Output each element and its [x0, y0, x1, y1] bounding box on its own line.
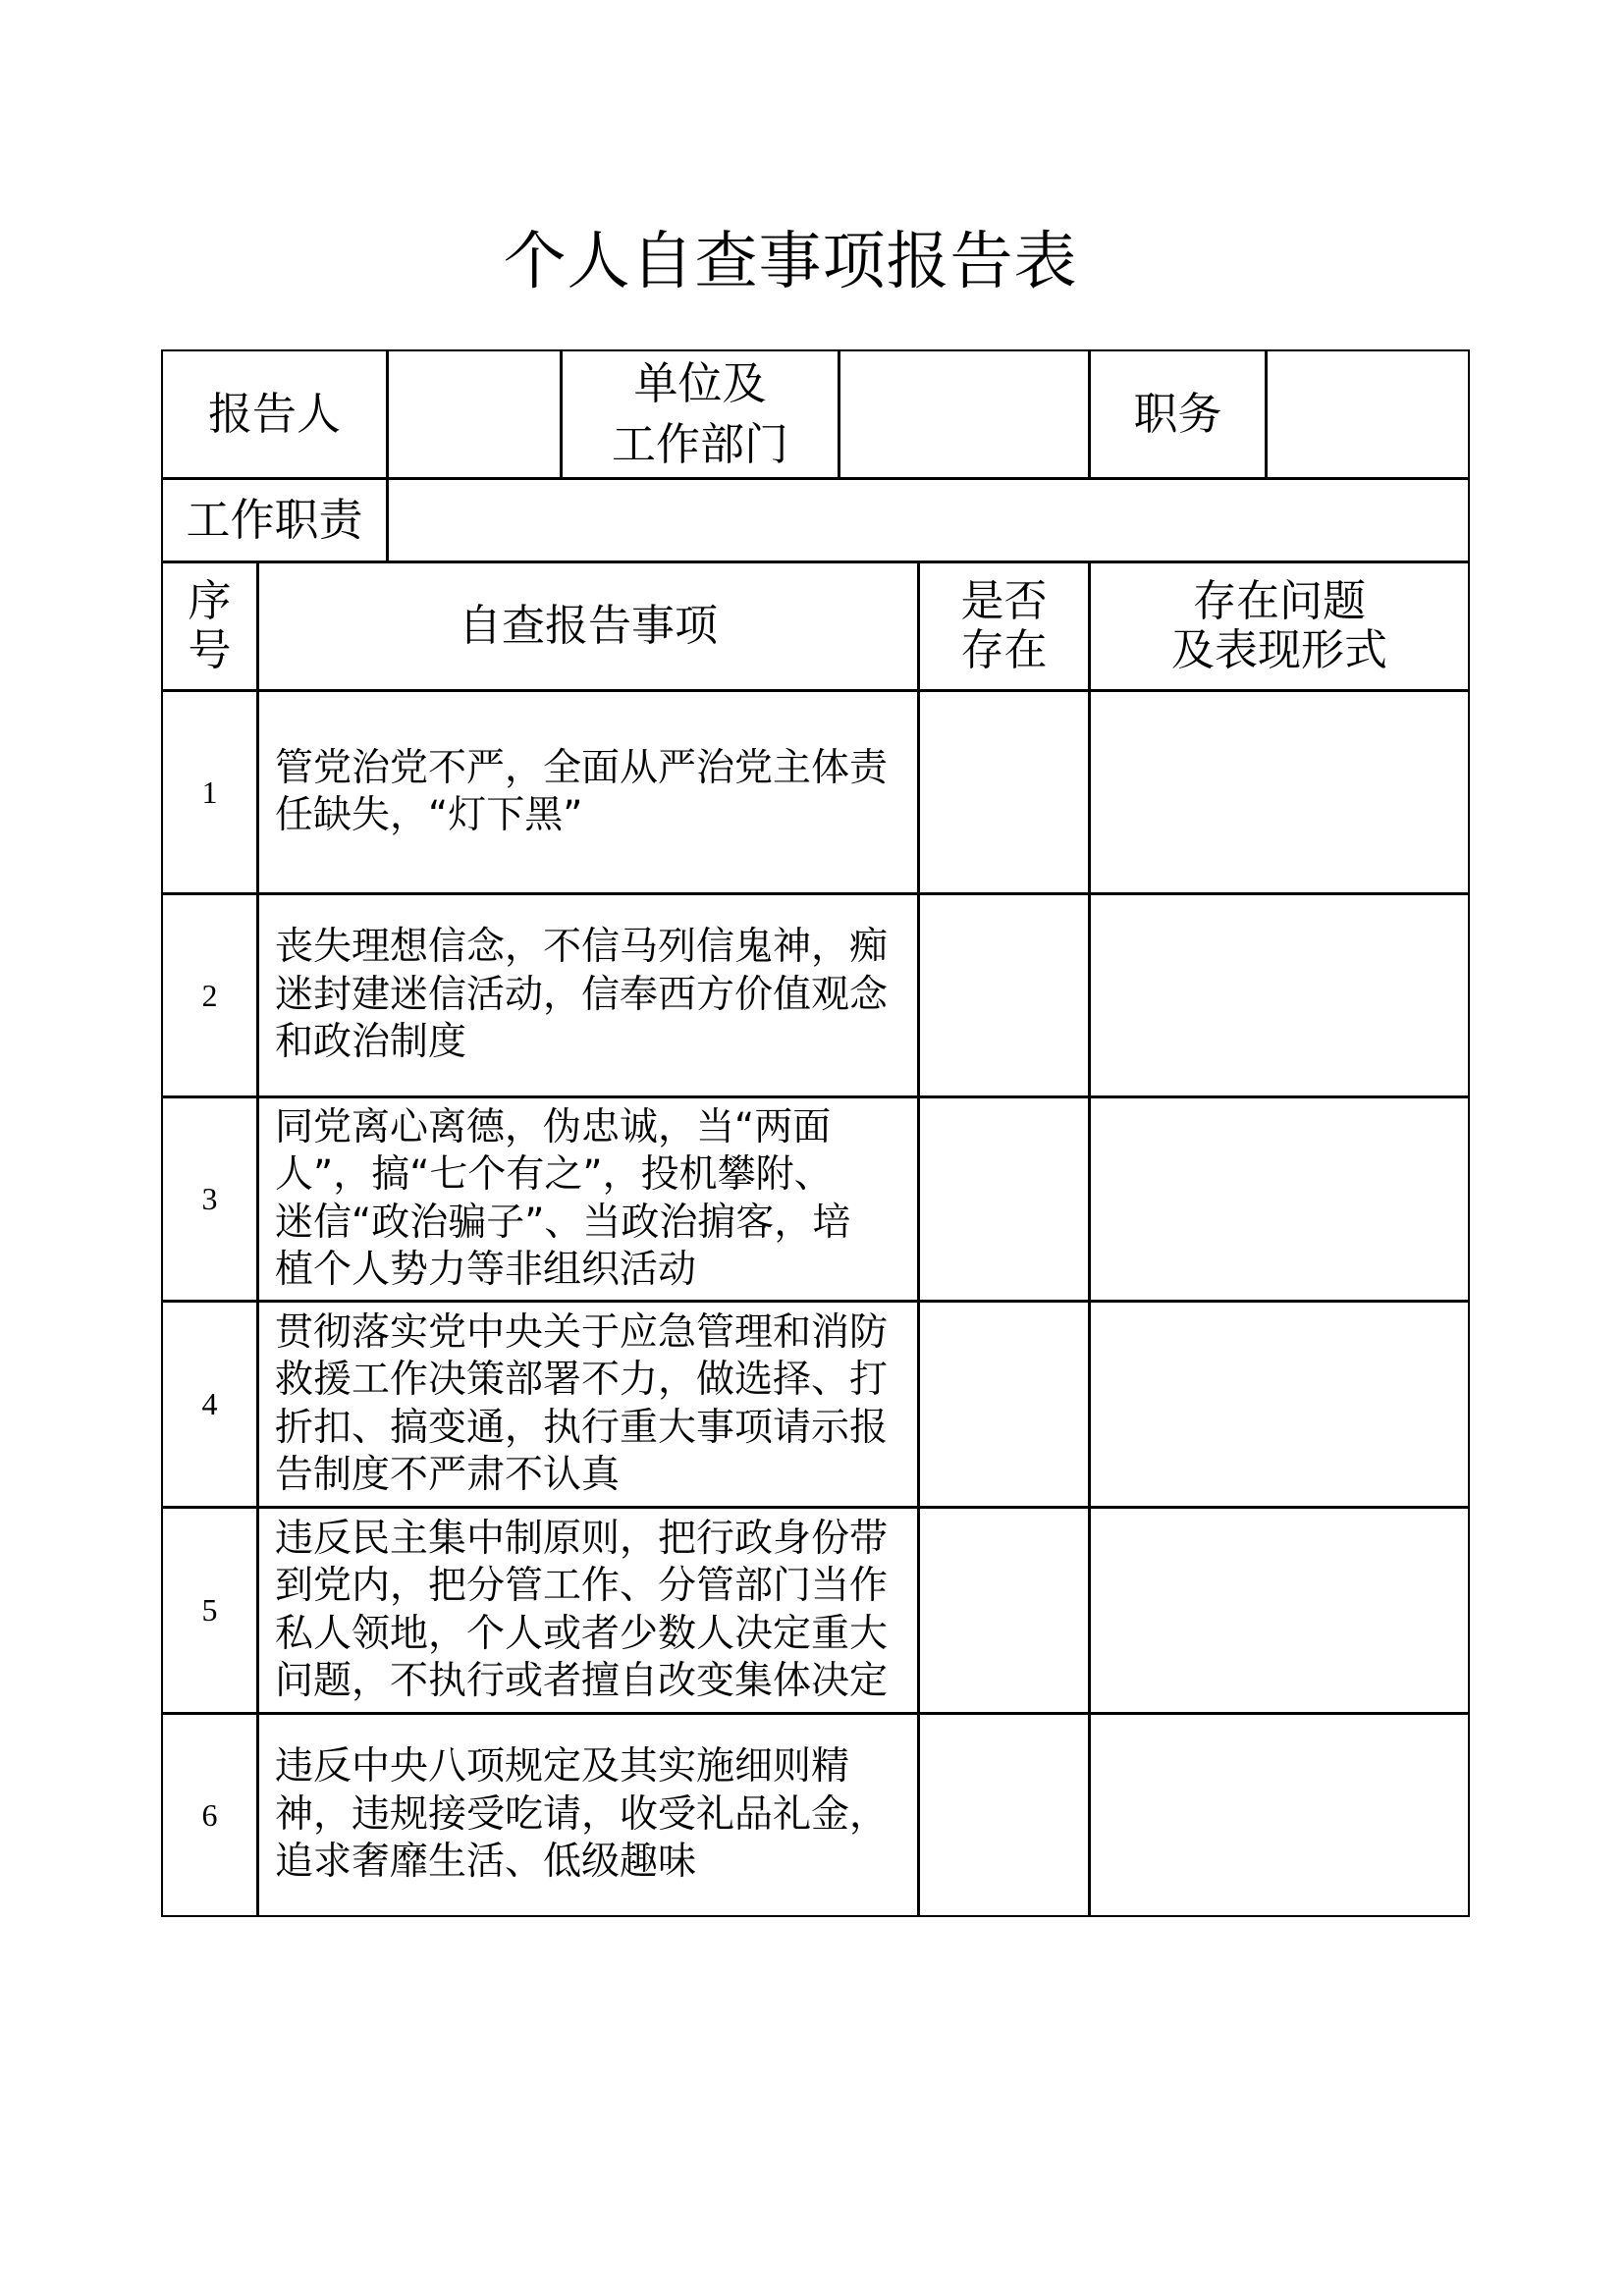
- row-index-text: 4: [201, 1386, 218, 1421]
- unit-label: 单位及 工作部门: [611, 357, 788, 470]
- row-item-cell: [257, 1096, 919, 1302]
- row-index-text: 3: [201, 1181, 218, 1216]
- reporter-field[interactable]: [387, 349, 562, 479]
- row-item-cell: [257, 1301, 919, 1508]
- row-item-text: 管党治党不严，全面从严治党主体责 任缺失，“灯下黑”: [275, 745, 889, 837]
- row-index-text: 6: [201, 1796, 218, 1833]
- row-index-cell: [161, 1507, 258, 1714]
- position-label: 职务: [1133, 388, 1222, 440]
- row-item-cell: [257, 893, 919, 1097]
- row-item-text: 贯彻落实党中央关于应急管理和消防 救援工作决策部署不力，做选择、打 折扣、搞变通，执行重大事项请示报 告制度不严肃不认真: [275, 1309, 889, 1497]
- row-item-text: 违反民主集中制原则，把行政身份带 到党内，把分管工作、分管部门当作 私人领地，个人或者少数人决定重大 问题，不执行或者擅自改变集体决定: [275, 1516, 889, 1703]
- row-problem-field[interactable]: [1089, 1096, 1470, 1302]
- unit-field[interactable]: [839, 349, 1090, 479]
- reporter-label-cell: [161, 349, 388, 479]
- header-index-label: 序 号: [188, 576, 232, 675]
- duties-field[interactable]: [387, 478, 1470, 562]
- row-item-cell: [257, 1713, 919, 1917]
- row-problem-field[interactable]: [1089, 1713, 1470, 1917]
- row-problem-field[interactable]: [1089, 1507, 1470, 1714]
- row-item-text: 丧失理想信念，不信马列信鬼神，痴 迷封建迷信活动，信奉西方价值观念 和政治制度: [275, 925, 889, 1065]
- row-index-text: 1: [201, 774, 218, 810]
- unit-label-cell: [561, 349, 839, 479]
- row-problem-field[interactable]: [1089, 1301, 1470, 1508]
- row-exists-field[interactable]: [918, 893, 1090, 1097]
- duties-label: 工作职责: [186, 494, 363, 546]
- row-exists-field[interactable]: [918, 1507, 1090, 1714]
- duties-label-cell: [161, 478, 388, 562]
- row-problem-field[interactable]: [1089, 893, 1470, 1097]
- row-index-cell: [161, 1713, 258, 1917]
- row-index-cell: [161, 1301, 258, 1508]
- row-problem-field[interactable]: [1089, 690, 1470, 894]
- row-index-cell: [161, 1096, 258, 1302]
- row-index-text: 5: [201, 1592, 218, 1628]
- row-exists-field[interactable]: [918, 1301, 1090, 1508]
- row-exists-field[interactable]: [918, 1096, 1090, 1302]
- row-item-text: 同党离心离德，伪忠诚，当“两面 人”，搞“七个有之”，投机攀附、 迷信“政治骗子”、当政治掮客，培 植个人势力等非组织活动: [275, 1104, 851, 1292]
- row-index-cell: [161, 893, 258, 1097]
- row-item-cell: [257, 690, 919, 894]
- page-title: 个人自查事项报告表: [503, 226, 1078, 298]
- position-label-cell: [1089, 349, 1267, 479]
- row-index-text: 2: [201, 977, 218, 1013]
- header-item: [257, 561, 919, 691]
- header-index: [161, 561, 258, 691]
- row-index-cell: [161, 690, 258, 894]
- row-exists-field[interactable]: [918, 690, 1090, 894]
- header-item-label: 自查报告事项: [459, 601, 718, 651]
- header-exists: [918, 561, 1090, 691]
- row-item-cell: [257, 1507, 919, 1714]
- header-problem-label: 存在问题 及表现形式: [1171, 576, 1387, 675]
- position-field[interactable]: [1266, 349, 1470, 479]
- header-exists-label: 是否 存在: [960, 576, 1048, 675]
- row-item-text: 违反中央八项规定及其实施细则精 神，违规接受吃请，收受礼品礼金， 追求奢靡生活、低级趣味: [275, 1744, 889, 1885]
- header-problem: [1089, 561, 1470, 691]
- reporter-label: 报告人: [207, 388, 341, 440]
- row-exists-field[interactable]: [918, 1713, 1090, 1917]
